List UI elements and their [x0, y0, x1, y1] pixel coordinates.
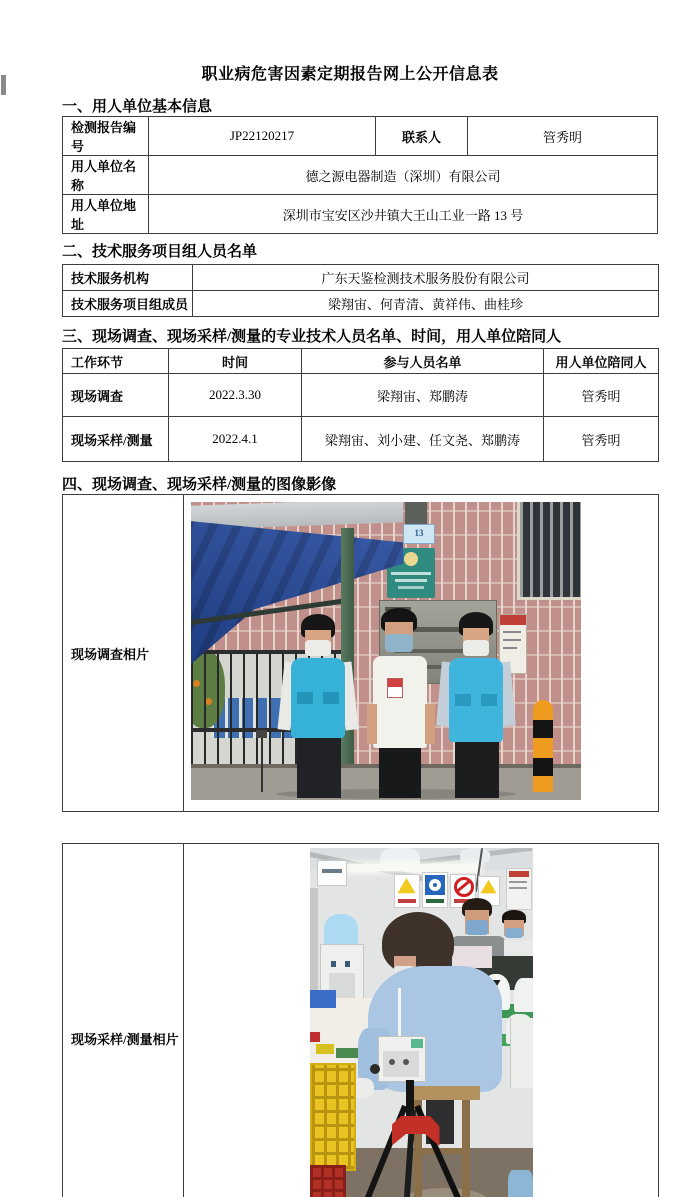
device-front-panel: [383, 1051, 419, 1077]
poster-line: [509, 887, 527, 889]
sampling-tube: [398, 988, 401, 1040]
rep-legs: [379, 748, 421, 798]
sampling-photo: [310, 848, 533, 1197]
survey-participants: 梁翔宙、郑鹏涛: [302, 374, 544, 417]
vest-pocket: [297, 692, 313, 704]
sign-caption: [426, 899, 444, 903]
site-survey-photo: [191, 502, 581, 800]
wall-poster: [506, 868, 532, 910]
area-sign: [317, 860, 347, 886]
table-row: [63, 291, 659, 317]
table-row: [63, 374, 659, 417]
white-machine: [452, 946, 492, 968]
table-row: [63, 495, 659, 812]
poster-header: [500, 615, 526, 625]
dispenser-tap: [331, 961, 336, 967]
emblem-badge: [404, 552, 418, 566]
sampling-participants: 梁翔宙、刘小建、任文尧、郑鹏涛: [302, 417, 544, 462]
employer-addr-label: 用人单位地址: [63, 195, 149, 234]
poster-line: [503, 639, 521, 641]
step-survey: 现场调查: [63, 374, 169, 417]
rep-arm: [425, 704, 435, 744]
device-label: [411, 1039, 423, 1048]
fieldwork-table: [62, 348, 659, 462]
service-org-label: 技术服务机构: [63, 265, 193, 291]
yellow-crate: [310, 1063, 356, 1171]
sign-text-line: [395, 579, 427, 582]
worker2-mask: [505, 928, 523, 938]
warning-triangle-icon: [397, 877, 417, 895]
service-members-value: 梁翔宙、何青清、黄祥伟、曲桂珍: [193, 291, 659, 317]
basic-info-table: [62, 116, 658, 234]
rep-mask: [385, 634, 413, 652]
survey-photo-label: 现场调查相片: [63, 495, 184, 812]
employer-name-value: 德之源电器制造（深圳）有限公司: [149, 156, 658, 195]
wooden-stool-seat: [410, 1086, 480, 1100]
survey-escort: 管秀明: [544, 374, 659, 417]
contact-value: 管秀明: [468, 117, 658, 156]
survey-photo-cell: [184, 495, 659, 812]
kettle: [514, 978, 533, 1012]
sampling-device: [378, 1036, 426, 1082]
surveyor-right-mask: [463, 640, 489, 656]
blue-parts-bin: [310, 990, 336, 1008]
survey-photo-table: [62, 494, 659, 812]
warning-triangle-icon: [480, 879, 498, 895]
red-item: [310, 1032, 320, 1042]
rep-badge: [387, 678, 403, 698]
poster-line: [509, 881, 527, 883]
poster-line: [503, 647, 517, 649]
scan-artifact: [1, 75, 6, 95]
camera-tripod: [261, 736, 263, 792]
device-port: [389, 1059, 395, 1065]
table-row: [63, 417, 659, 462]
worker-mask: [466, 920, 488, 935]
tech-service-table: [62, 264, 659, 317]
rep-white-shirt: [373, 656, 427, 748]
dispenser-tap: [345, 961, 350, 967]
report-no-value: JP22120217: [149, 117, 376, 156]
section-heading-team: 二、技术服务项目组人员名单: [62, 244, 258, 260]
employer-name-label: 用人单位名称: [63, 156, 149, 195]
surveyor-left-mask: [305, 640, 331, 656]
step-sampling: 现场采样/测量: [63, 417, 169, 462]
sampling-date: 2022.4.1: [169, 417, 302, 462]
striped-bollard: [533, 700, 553, 792]
fluorescent-tube: [330, 864, 480, 871]
table-row: [63, 265, 659, 291]
blue-bag: [508, 1170, 533, 1197]
vest-pocket: [481, 694, 497, 706]
vest-pocket: [455, 694, 471, 706]
table-row: [63, 195, 658, 234]
table-header-row: [63, 349, 659, 374]
sampling-photo-cell: [184, 844, 659, 1197]
hanging-bag: [460, 848, 490, 864]
water-bottle: [324, 914, 358, 946]
white-box-stack: [510, 1018, 533, 1088]
ventilation-sign: [422, 872, 448, 908]
sign-text-line: [391, 572, 431, 575]
table-row: [63, 117, 658, 156]
surveyor-left-legs: [297, 738, 341, 798]
col-header-participants: 参与人员名单: [302, 349, 544, 374]
employer-addr-value: 深圳市宝安区沙井镇大王山工业一路 13 号: [149, 195, 658, 234]
service-org-value: 广东天鉴检测技术服务股份有限公司: [193, 265, 659, 291]
table-row: [63, 844, 659, 1197]
page-title: 职业病危害因素定期报告网上公开信息表: [201, 66, 499, 83]
surveyor-right-legs: [455, 742, 499, 798]
red-crate: [310, 1165, 346, 1197]
contact-label: 联系人: [376, 117, 468, 156]
device-port: [403, 1059, 409, 1065]
warning-sign: [394, 874, 420, 908]
vest-pocket: [323, 692, 339, 704]
gate-number-plate: 13: [403, 524, 435, 544]
poster-header: [509, 871, 529, 877]
sampling-photo-table: [62, 843, 659, 1197]
fan-hub: [433, 883, 437, 887]
rep-arm: [367, 704, 377, 744]
sampling-photo-label: 现场采样/测量相片: [63, 844, 184, 1197]
report-no-label: 检测报告编号: [63, 117, 149, 156]
sign-text-line: [322, 869, 342, 873]
col-header-date: 时间: [169, 349, 302, 374]
sign-caption: [398, 899, 416, 903]
col-header-escort: 用人单位陪同人: [544, 349, 659, 374]
camera-head: [256, 730, 267, 738]
section-heading-field: 三、现场调查、现场采样/测量的专业技术人员名单、时间，用人单位陪同人: [62, 329, 562, 345]
col-header-step: 工作环节: [63, 349, 169, 374]
canopy-folds: [191, 512, 403, 664]
section-heading-basic: 一、用人单位基本信息: [62, 99, 213, 115]
section-heading-images: 四、现场调查、现场采样/测量的图像影像: [62, 477, 337, 493]
poster-line: [503, 631, 521, 633]
service-members-label: 技术服务项目组成员: [63, 291, 193, 317]
window-with-bars: [517, 502, 581, 600]
survey-date: 2022.3.30: [169, 374, 302, 417]
yellow-block: [316, 1044, 334, 1054]
tripod-knob: [370, 1064, 380, 1074]
sign-text-line: [398, 586, 424, 589]
table-row: [63, 156, 658, 195]
operator-hair: [382, 912, 454, 974]
sampling-escort: 管秀明: [544, 417, 659, 462]
